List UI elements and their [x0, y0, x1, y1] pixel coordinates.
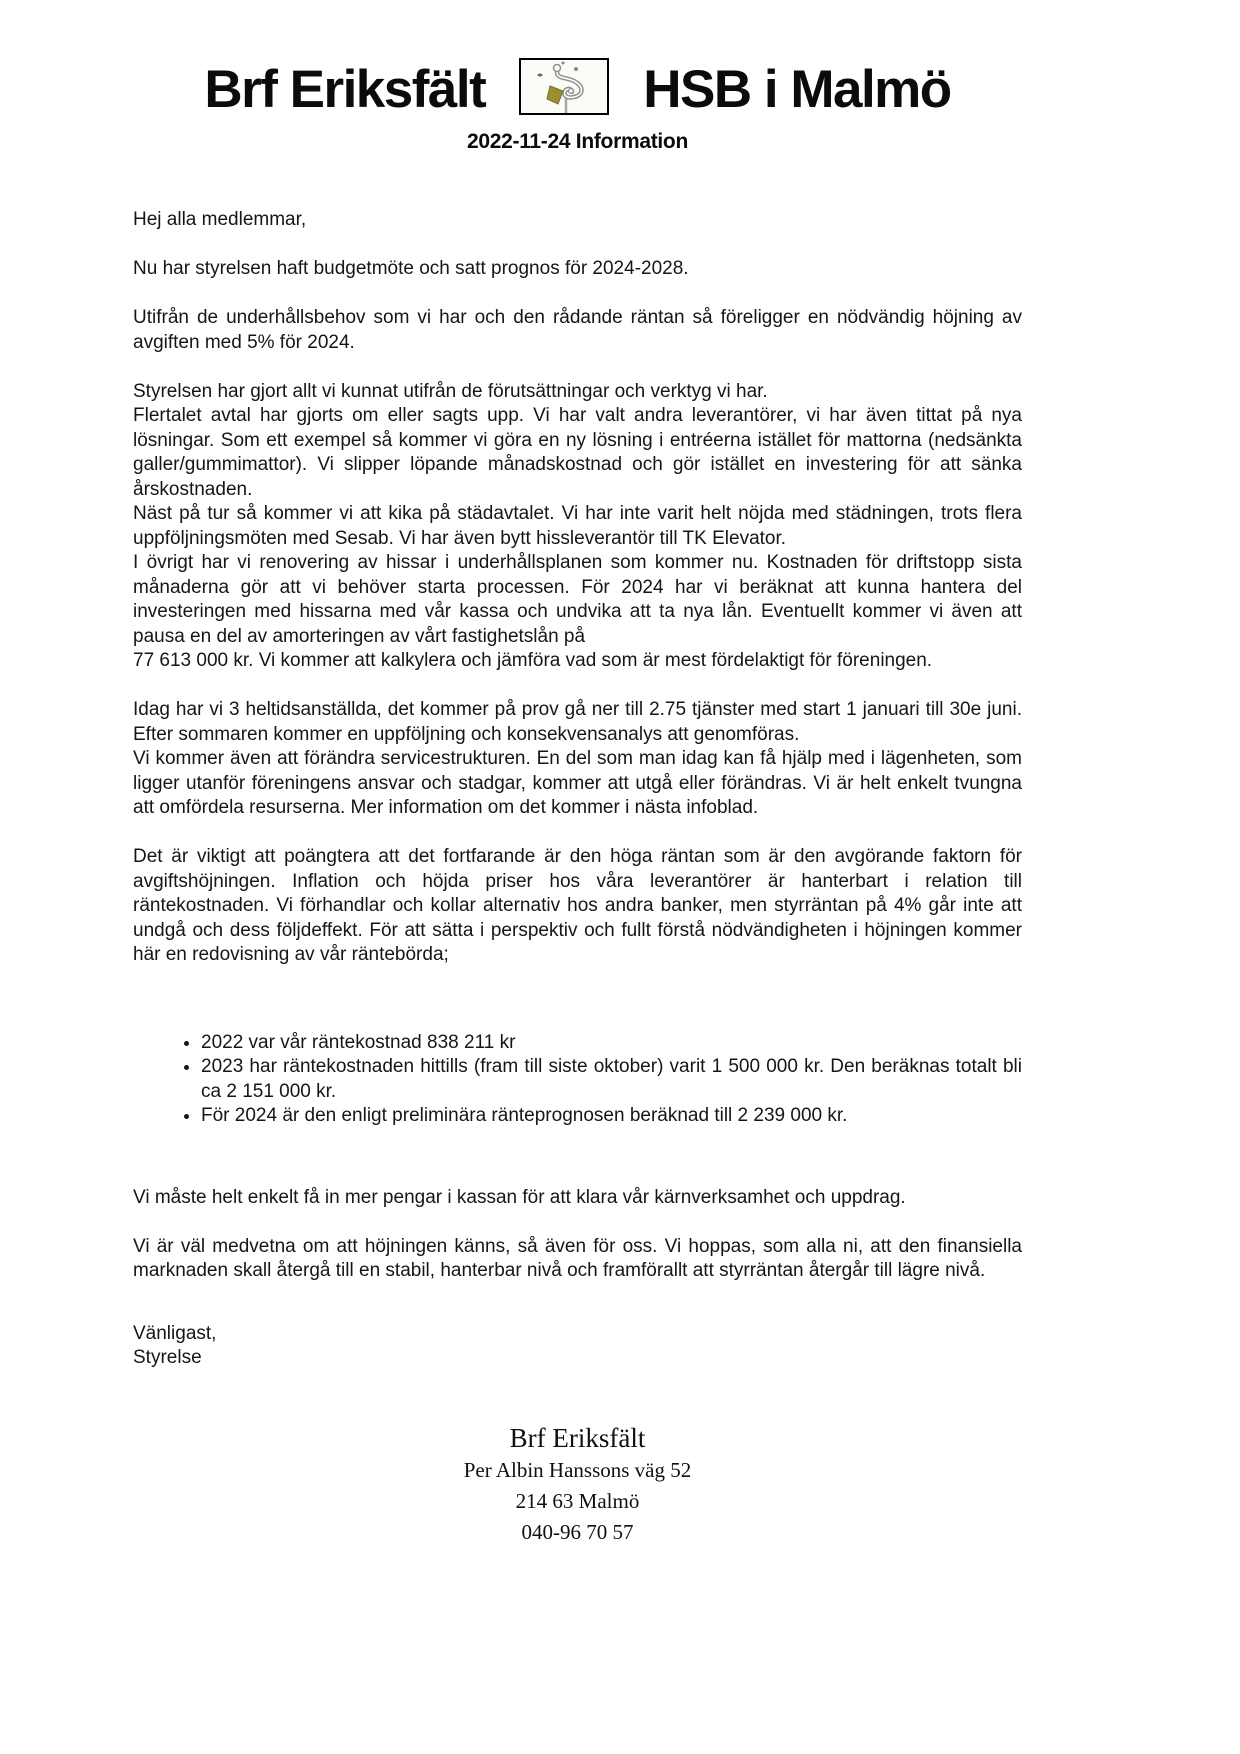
list-item: • 2022 var vår räntekostnad 838 211 kr	[201, 1031, 1022, 1056]
list-item: • För 2024 är den enligt preliminära ränteprognosen beräknad till 2 239 000 kr.	[201, 1104, 1022, 1129]
sprout-sketch-logo-icon	[519, 58, 609, 120]
letter-body	[133, 208, 1022, 1371]
paragraph-hissar: I övrigt har vi renovering av hissar i underhållsplanen som kommer nu. Kostnaden för driftstopp sista månaderna gör att vi behöver starta processen. För 2024 har vi beräknat att kunna hantera del investeringen med hissarna med vår kassa och undvika att ta nya lån. Eventuellt kommer vi även att pausa en del av amorteringen av vårt fastighetslån på	[133, 552, 1022, 647]
header	[133, 58, 1022, 120]
paragraph-budget: Nu har styrelsen haft budgetmöte och satt prognos för 2024-2028.	[133, 258, 689, 279]
paragraph-hojning: Utifrån de underhållsbehov som vi har och den rådande räntan så föreligger en nödvändig höjning av avgiften med 5% för 2024.	[133, 307, 1022, 353]
paragraph-service: Vi kommer även att förändra servicestrukturen. En del som man idag kan få hjälp med i lägenheten, som ligger utanför föreningens ansvar och stadgar, kommer att utgå eller förändras. Vi är helt enkelt tvungna att omfördela resurserna. Mer information om det kommer i nästa infoblad.	[133, 748, 1022, 818]
paragraph-styrelsen: Styrelsen har gjort allt vi kunnat utifrån de förutsättningar och verktyg vi har.	[133, 380, 768, 402]
closing	[133, 1322, 1022, 1371]
paragraph-avtal: Flertalet avtal har gjorts om eller sagts upp. Vi har valt andra leverantörer, vi har även tittat på nya lösningar. Som ett exempel så kommer vi göra en ny lösning i entréerna istället för mattorna (nedsänkta galler/gummimattor). Vi slipper löpande månadskostnad och gör istället en investering för att sänka årskostnaden.	[133, 405, 1022, 500]
footer-postal-city: 214 63 Malmö	[515, 1488, 640, 1513]
org-name-left: Brf Eriksfält	[204, 59, 486, 119]
footer	[133, 1421, 1022, 1548]
paragraph-pengar: Vi måste helt enkelt få in mer pengar i kassan för att klara vår kärnverksamhet och uppdrag.	[133, 1186, 906, 1208]
closing-signature: Styrelse	[133, 1347, 202, 1368]
paragraph-stad: Näst på tur så kommer vi att kika på städavtalet. Vi har inte varit helt nöjda med städningen, trots flera uppföljningsmöten med Sesab. Vi har även bytt hissleverantör till TK Elevator.	[133, 503, 1022, 549]
footer-street-address: Per Albin Hanssons väg 52	[463, 1457, 692, 1482]
closing-salutation: Vänligast,	[133, 1322, 217, 1344]
footer-phone: 040-96 70 57	[521, 1519, 634, 1544]
greeting: Hej alla medlemmar,	[133, 209, 307, 230]
date-line: 2022-11-24 Information	[467, 130, 688, 153]
paragraph-medvetna: Vi är väl medvetna om att höjningen känns, så även för oss. Vi hoppas, som alla ni, att den finansiella marknaden skall återgå till en stabil, hanterbar nivå och framförallt att styrräntan återgår till lägre nivå.	[133, 1235, 1022, 1281]
paragraph-ranta: Det är viktigt att poängtera att det fortfarande är den höga räntan som är den avgörande faktorn för avgiftshöjningen. Inflation och höjda priser hos våra leverantörer är hanterbart i relation till räntekostnaden. Vi förhandlar och kollar alternativ hos andra banker, men styrräntan på 4% går inte att undgå och dess följdeffekt. För att sätta i perspektiv och fullt förstå nödvändigheten i höjningen kommer här en redovisning av vår räntebörda;	[133, 846, 1022, 965]
list-item: • 2023 har räntekostnaden hittills (fram till siste oktober) varit 1 500 000 kr. Den beräknas totalt bli ca 2 151 000 kr.	[201, 1055, 1022, 1104]
interest-cost-list	[168, 1031, 1022, 1129]
paragraph-lan: 77 613 000 kr. Vi kommer att kalkylera och jämföra vad som är mest fördelaktigt för föreningen.	[133, 650, 933, 671]
paragraph-anstallda: Idag har vi 3 heltidsanställda, det kommer på prov gå ner till 2.75 tjänster med start 1 januari till 30e juni. Efter sommaren kommer en uppföljning och konsekvensanalys att genomföras.	[133, 699, 1022, 745]
footer-org-name: Brf Eriksfält	[509, 1422, 646, 1453]
org-name-right: HSB i Malmö	[643, 59, 951, 119]
